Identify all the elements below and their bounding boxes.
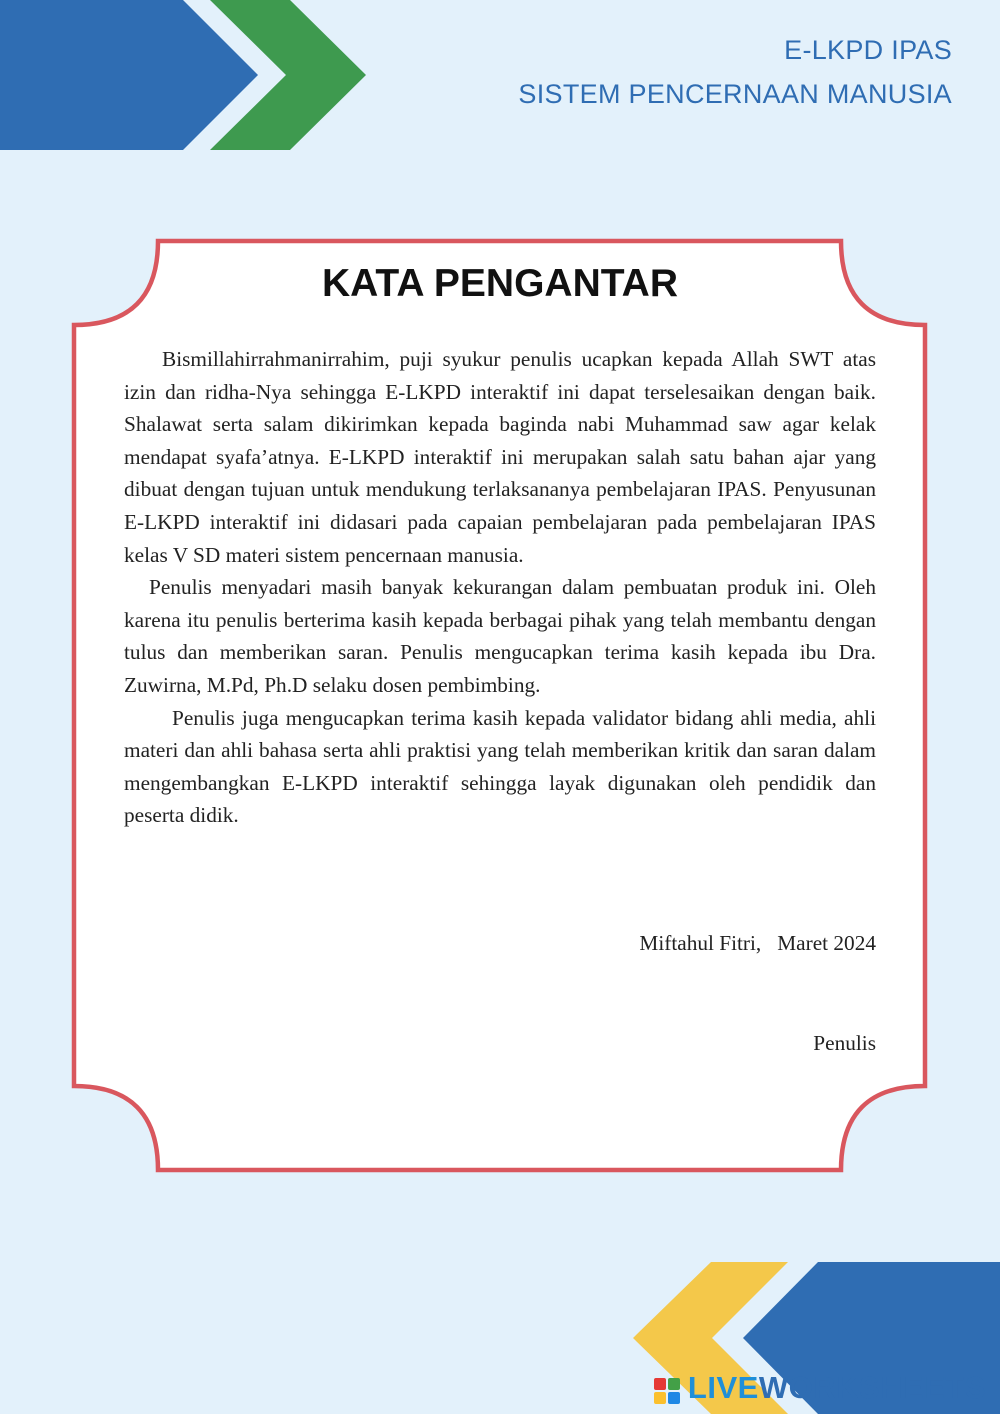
- watermark-live: LIVE: [687, 1370, 759, 1405]
- author-role: Penulis: [813, 1031, 876, 1055]
- top-blue-arrow: [0, 0, 258, 150]
- author-date: Miftahul Fitri, Maret 2024: [639, 931, 876, 955]
- liveworksheets-logo-icon: [654, 1378, 680, 1404]
- header-subtitle: SISTEM PENCERNAAN MANUSIA: [518, 79, 952, 109]
- foreword-body: [124, 343, 876, 832]
- paragraph-3: Penulis juga mengucapkan terima kasih kepada validator bidang ahli media, ahli materi dan ahli bahasa serta ahli praktisi yang telah memberikan kritik dan saran dalam mengembangkan E-LKPD interaktif sehingga layak digunakan oleh pendidik dan peserta didik.: [124, 705, 876, 828]
- header-title: E-LKPD IPAS: [784, 35, 952, 65]
- watermark-worksheets: WORKSHEETS: [758, 1370, 986, 1405]
- paragraph-1: Bismillahirrahmanirrahim, puji syukur penulis ucapkan kepada Allah SWT atas izin dan ridha-Nya sehingga E-LKPD interaktif ini dapat terselesaikan dengan baik. Shalawat serta salam dikirimkan kepada baginda nabi Muhammad saw agar kelak mendapat syafa’atnya. E-LKPD interaktif ini merupakan salah satu bahan ajar yang dibuat dengan tujuan untuk mendukung terlaksananya pembelajaran IPAS. Penyusunan E-LKPD interaktif ini didasari pada capaian pembelajaran pada pembelajaran IPAS kelas V SD materi sistem pencernaan manusia.: [124, 347, 876, 567]
- document-header: [518, 28, 952, 116]
- page-title: KATA PENGANTAR: [321, 262, 679, 305]
- liveworksheets-watermark: [688, 1370, 986, 1406]
- paragraph-2: Penulis menyadari masih banyak kekurangan dalam pembuatan produk ini. Oleh karena itu penulis berterima kasih kepada berbagai pihak yang telah membantu dengan tulus dan memberikan saran. Penulis mengucapkan terima kasih kepada ibu Dra. Zuwirna, M.Pd, Ph.D selaku dosen pembimbing.: [124, 575, 876, 697]
